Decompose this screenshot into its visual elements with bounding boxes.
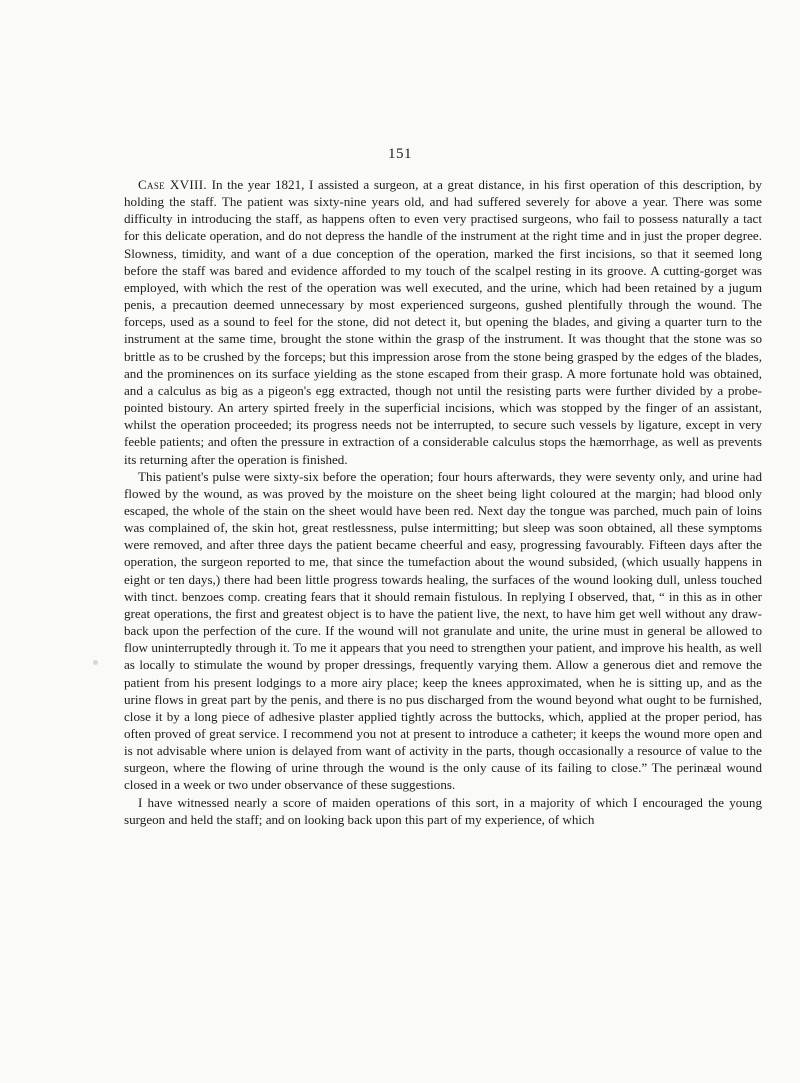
- paper-speck: [93, 660, 98, 665]
- paragraph-maiden-operations: [124, 794, 762, 828]
- paragraph-text: In the year 1821, I assisted a surgeon, at a great distance, in his first operation of this description, by holding the staff. The patient was sixty-nine years old, and had suffered severely for above a year. There was some difficulty in introducing the staff, as happens often to even very practised surgeons, who fail to possess naturally a tact for this delicate operation, and do not depress the handle of the instrument at the right time and in just the proper degree. Slowness, timidity, and want of a due conception of the operation, marked the first incisions, so that it seemed long before the staff was bared and evidence afforded to my touch of the scalpel resting in its groove. A cutting-gorget was employed, with which the rest of the operation was well executed, and the urine, which had been retained by a jugum penis, a precaution deemed unnecessary by most experienced surgeons, gushed plentifully through the wound. The forceps, used as a sound to feel for the stone, did not detect it, but opening the blades, and giving a quarter turn to the instrument at the same time, brought the stone within the grasp of the instrument. It was thought that the stone was so brittle as to be crushed by the forceps; but this impression arose from the stone being grasped by the edges of the blades, and the prominences on its surface yielding as the stone escaped from their grasp. A more fortunate hold was obtained, and a calculus as big as a pigeon's egg extracted, though not until the resisting parts were further divided by a probe-pointed bistoury. An artery spirted freely in the superficial incisions, which was stopped by the finger of an assistant, whilst the operation proceeded; its progress needs not be interrupted, to secure such vessels by ligature, except in very feeble patients; and often the pressure in extraction of a considerable calculus stops the hæmorrhage, as well as prevents its returning after the operation is finished.: [124, 177, 762, 467]
- page-number: 151: [388, 146, 412, 162]
- paragraph-patient-pulse: [124, 468, 762, 794]
- paragraph-case-xviii: [124, 176, 762, 468]
- paragraph-text: This patient's pulse were sixty-six before the operation; four hours afterwards, they were seventy only, and urine had flowed by the wound, as was proved by the moisture on the sheet being light coloured at the margin; had blood only escaped, the whole of the stain on the sheet would have been red. Next day the tongue was parched, much pain of loins was complained of, the skin hot, great restlessness, pulse intermitting; but sleep was soon obtained, all these symptoms were removed, and after three days the patient became cheerful and easy, progressing favourably. Fifteen days after the operation, the surgeon reported to me, that since the tumefaction about the wound subsided, (which usually happens in eight or ten days,) there had been little progress towards healing, the surfaces of the wound looking dull, unless touched with tinct. benzoes comp. creating fears that it should remain fistulous. In replying I observed, that, “ in this as in other great operations, the first and greatest object is to have the patient live, the next, to have him get well without any draw-back upon the perfection of the cure. If the wound will not granulate and unite, the urine must in general be allowed to flow uninterruptedly through it. To me it appears that you need to strengthen your patient, and improve his health, as well as locally to stimulate the wound by proper dressings, frequently varying them. Allow a generous diet and remove the patient from his present lodgings to a more airy place; keep the knees approximated, when he is sitting up, and as the urine flows in great part by the penis, and there is no pus discharged from the wound beyond what ought to be furnished, close it by a long piece of adhesive plaster applied tightly across the buttocks, which, applied at the proper period, has often proved of great service. I recommend you not at present to introduce a catheter; it keeps the wound more open and is not advisable where union is delayed from want of activity in the parts, though occasionally a resource of value to the surgeon, where the flowing of urine through the wound is the only cause of its failing to close.” The perinæal wound closed in a week or two under observance of these suggestions.: [124, 468, 762, 793]
- paragraph-text: I have witnessed nearly a score of maiden operations of this sort, in a majority of which I encouraged the young surgeon and held the staff; and on looking back upon this part of my experience, of which: [124, 794, 762, 827]
- case-label: Case XVIII.: [138, 177, 207, 192]
- body-text: [124, 176, 762, 828]
